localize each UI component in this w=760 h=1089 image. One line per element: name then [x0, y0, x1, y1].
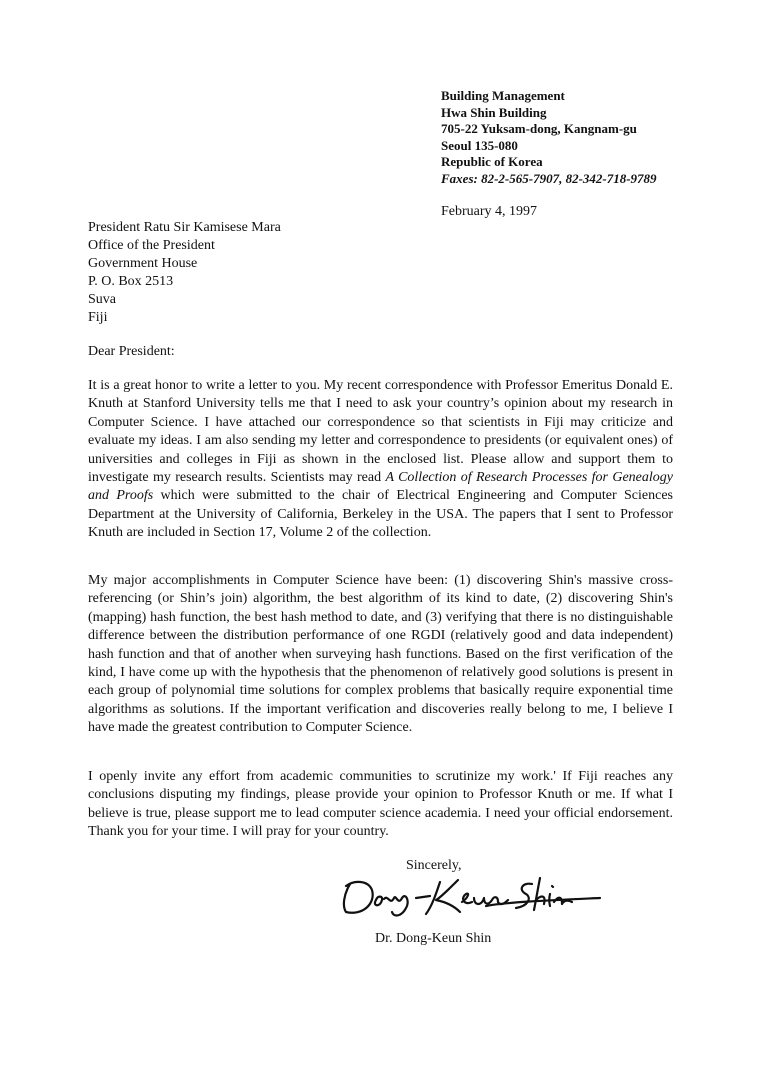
sender-country: Republic of Korea: [441, 154, 543, 169]
paragraph-introduction-end: which were submitted to the chair of Electrical Engineering and Computer Sciences Department at the University of California, Berkeley in the USA. The papers that I sent to Professor Knuth are included in Section 17, Volume 2 of the collection.: [88, 488, 673, 541]
signature-icon: [336, 872, 606, 922]
sender-street: 705-22 Yuksam-dong, Kangnam-gu: [441, 121, 637, 136]
sender-org: Building Management: [441, 88, 565, 103]
paragraph-accomplishments: My major accomplishments in Computer Science have been: (1) discovering Shin's massive cross-referencing (or Shin’s join) algorithm, the best algorithm of its kind to date, (2) discovering Shin's (mapping) hash function, the best hash method to date, and (3) verifying that there is no distinguishable difference between the distribution performance of one RGDI (relatively good and data independent) hash function and that of another when surveying hash functions. Based on the first verification of the kind, I have come up with the hypothesis that the phenomenon of relatively good solutions is present in each group of polynomial time solutions for complex problems that basically require exponential time algorithms as solutions. If the important verification and discoveries really belong to me, I believe I have made the greatest contribution to Computer Science.: [88, 573, 673, 736]
closing: Sincerely,: [406, 858, 462, 873]
paragraph-introduction: [88, 377, 673, 543]
recipient-name: President Ratu Sir Kamisese Mara: [88, 220, 281, 235]
sender-address-block: [441, 88, 657, 187]
salutation: Dear President:: [88, 344, 175, 359]
sender-faxes: Faxes: 82-2-565-7907, 82-342-718-9789: [441, 170, 657, 186]
signatory-name: Dr. Dong-Keun Shin: [375, 931, 492, 946]
recipient-address-block: [88, 219, 281, 327]
recipient-box: P. O. Box 2513: [88, 274, 174, 289]
letter-date: February 4, 1997: [441, 204, 538, 219]
recipient-country: Fiji: [88, 310, 108, 325]
paragraph-introduction-start: It is a great honor to write a letter to you. My recent correspondence with Professor Emeritus Donald E. Knuth at Stanford University tells me that I need to ask your country’s opinion about my research in Computer Science. I have attached our correspondence so that scientists in Fiji may criticize and evaluate my ideas. I am also sending my letter and correspondence to presidents (or equivalent ones) of universities and colleges in Fiji as shown in the enclosed list. Please allow and support them to investigate my research results. Scientists may read: [88, 378, 673, 486]
sender-city: Seoul 135-080: [441, 137, 518, 153]
recipient-house: Government House: [88, 256, 198, 271]
recipient-office: Office of the President: [88, 238, 215, 253]
sender-building: Hwa Shin Building: [441, 104, 547, 120]
recipient-city: Suva: [88, 292, 116, 307]
paragraph-invitation: I openly invite any effort from academic communities to scrutinize my work.' If Fiji reaches any conclusions disputing my findings, please provide your opinion to Professor Knuth or me. If what I believe is true, please support me to lead computer science academia. I need your official endorsement. Thank you for your time. I will pray for your country.: [88, 769, 673, 840]
collection-title: A Collection of Research Processes for Genealogy and Proofs: [88, 470, 673, 504]
